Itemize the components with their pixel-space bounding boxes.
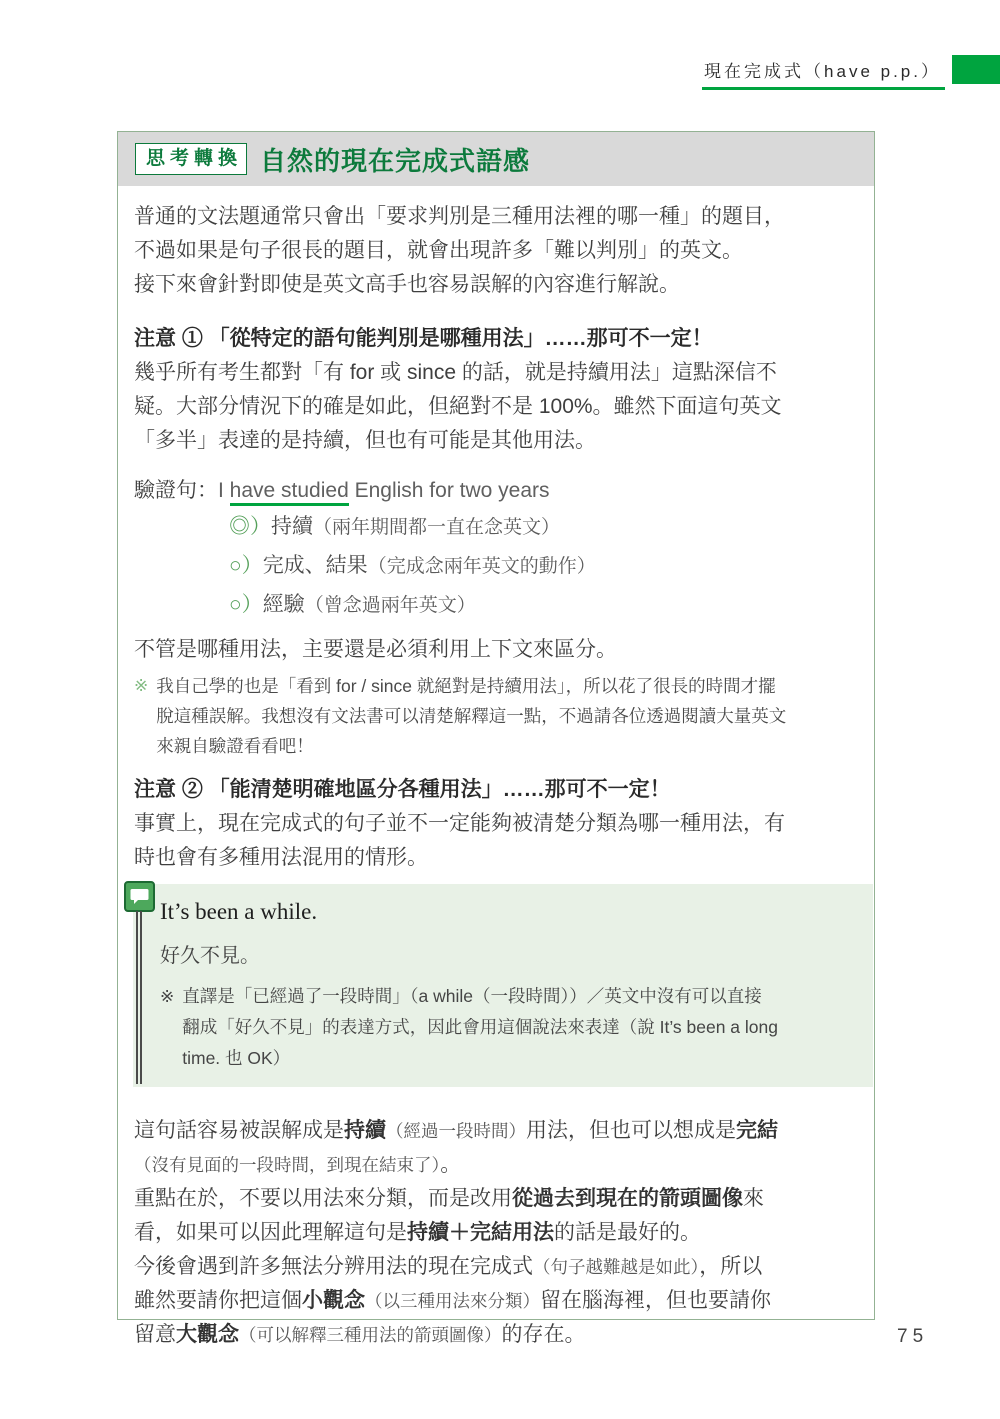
point2-heading: 注意 ② 「能清楚明確地區分各種用法」……那可不一定！ — [134, 778, 671, 801]
verification-english-underlined: have studied — [230, 479, 349, 506]
closing-line: 重點在於，不要以用法來分類，而是改用從過去到現在的箭頭圖像來 — [134, 1187, 764, 1210]
circle-icon: ○） — [229, 593, 263, 616]
example-translation: 好久不見。 — [160, 945, 260, 967]
section-title: 自然的現在完成式語感 — [260, 145, 531, 176]
usage-option: ○）完成、結果（完成念兩年英文的動作） — [229, 554, 596, 577]
point1-line: 疑。大部分情況下的確是如此，但絕對不是 100%。雖然下面這句英文 — [134, 395, 782, 418]
intro-line: 不過如果是句子很長的題目，就會出現許多「難以判別」的英文。 — [134, 239, 743, 262]
circle-icon: ○） — [229, 554, 263, 577]
asterisk-mark-icon: ※ — [160, 987, 175, 1006]
example-note-text: 直譯是「已經過了一段時間」（a while（一段時間））／英文中沒有可以直接 翻成「好久不見」的表達方式，因此會用這個說法來表達（說 It’s been a long time. 也 OK） — [182, 986, 778, 1068]
closing-line: 這句話容易被誤解成是持續（經過一段時間）用法，但也可以想成是完結 — [134, 1119, 778, 1142]
verification-label: 驗證句： — [134, 479, 218, 502]
closing-line: 今後會遇到許多無法分辨用法的現在完成式（句子越難越是如此），所以 — [134, 1255, 763, 1278]
closing-discussion — [134, 1114, 858, 1352]
point1-heading: 注意 ① 「從特定的語句能判別是哪種用法」……那可不一定！ — [134, 327, 713, 350]
closing-line: 看，如果可以因此理解這句是持續＋完結用法的話是最好的。 — [134, 1221, 701, 1244]
verification-english-pre: I — [218, 479, 230, 502]
point2-line: 事實上，現在完成式的句子並不一定能夠被清楚分類為哪一種用法，有 — [134, 812, 785, 835]
author-note — [134, 671, 858, 761]
author-note-text: 我自己學的也是「看到 for / since 就絕對是持續用法」，所以花了很長的時間才擺 脫這種誤解。我想沒有文法書可以清楚解釋這一點，不過請各位透過閱讀大量英文 來親自驗證看看吧！ — [156, 676, 787, 756]
asterisk-mark-icon: ※ — [134, 676, 149, 695]
point2-paragraph — [134, 807, 858, 875]
section-title-bar — [118, 132, 874, 186]
usage-option: ◎）持續（兩年期間都一直在念英文） — [229, 515, 561, 538]
point1-paragraph — [134, 356, 858, 458]
usage-option: ○）經驗（曾念過兩年英文） — [229, 593, 476, 616]
example-box-pole — [136, 911, 142, 1084]
example-note — [160, 981, 853, 1074]
chapter-title: 現在完成式（have p.p.） — [702, 55, 945, 90]
content-frame — [117, 131, 875, 1346]
speech-bubble-icon — [124, 881, 155, 912]
double-circle-icon: ◎） — [229, 515, 271, 538]
point2-line: 時也會有多種用法混用的情形。 — [134, 846, 428, 869]
closing-line: （沒有見面的一段時間，到現在結束了）。 — [134, 1153, 462, 1176]
intro-line: 普通的文法題通常只會出「要求判別是三種用法裡的哪一種」的題目， — [134, 205, 785, 228]
page-number: 75 — [897, 1326, 929, 1347]
closing-line: 留意大觀念（可以解釋三種用法的箭頭圖像）的存在。 — [134, 1323, 586, 1346]
point1-line: 幾乎所有考生都對「有 for 或 since 的話，就是持續用法」這點深信不 — [134, 361, 777, 384]
running-head — [702, 55, 1000, 90]
chapter-accent-bar — [952, 55, 1000, 84]
closing-line: 雖然要請你把這個小觀念（以三種用法來分類）留在腦海裡，但也要請你 — [134, 1289, 771, 1312]
intro-paragraph — [134, 200, 858, 302]
verification-english-post: English for two years — [348, 479, 550, 502]
verification-conclusion: 不管是哪種用法，主要還是必須利用上下文來區分。 — [134, 638, 617, 661]
section-badge: 思考轉換 — [135, 143, 247, 175]
example-english: It’s been a while. — [160, 899, 318, 924]
example-sentence-box — [133, 884, 873, 1087]
point1-line: 「多半」表達的是持續，但也有可能是其他用法。 — [134, 429, 596, 452]
intro-line: 接下來會針對即使是英文高手也容易誤解的內容進行解說。 — [134, 273, 680, 296]
verification-sentence — [134, 474, 858, 508]
body-text-area — [118, 186, 874, 1352]
